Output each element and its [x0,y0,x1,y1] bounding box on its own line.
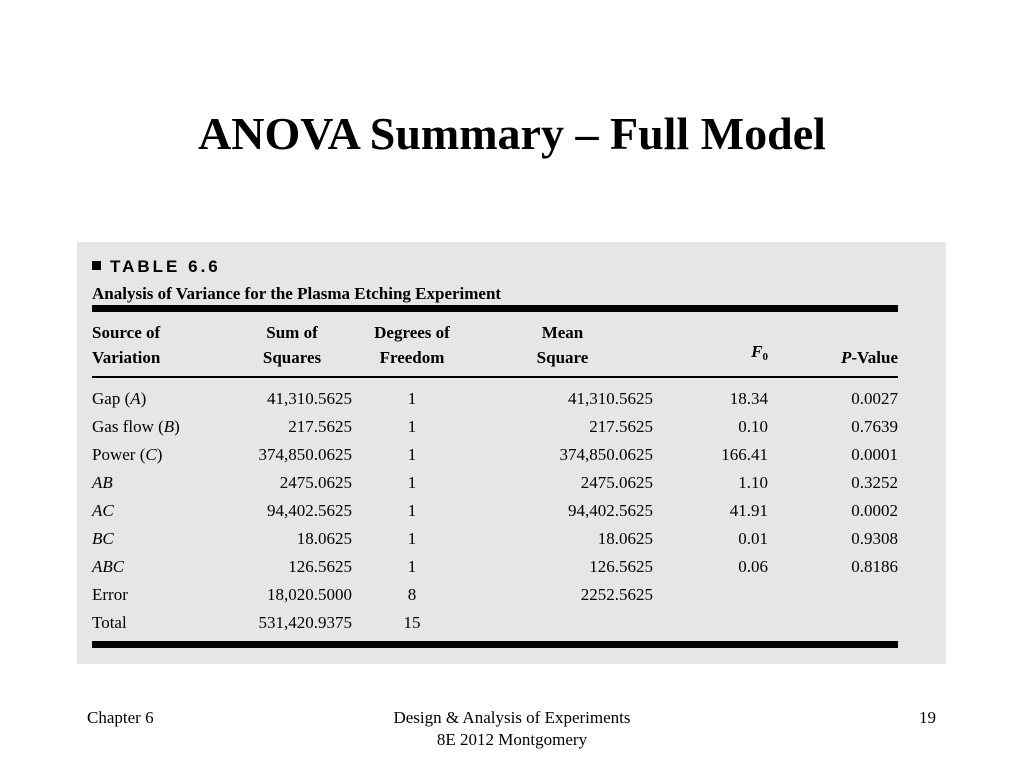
slide-title: ANOVA Summary – Full Model [198,108,826,159]
header-p-rest: -Value [851,348,898,367]
cell-f-value: 41.91 [729,501,768,520]
table-row [92,553,898,581]
table-top-rule [92,305,898,312]
cell-f-value: 18.34 [729,389,768,408]
cell-mean-square [472,609,653,637]
header-ms-line2: Square [536,348,589,367]
cell-source: Power (C) [92,445,163,464]
header-source-line1: Source of [92,323,161,342]
table-bottom-rule [92,641,898,648]
source-factor: B [163,417,175,436]
cell-source [92,469,232,497]
header-ss-line2: Squares [262,348,322,367]
cell-p-value: 0.8186 [851,557,898,576]
cell-sum-of-squares: 2475.0625 [279,473,352,492]
header-source-line2: Variation [92,348,161,367]
footer-page-number: 19 [919,708,936,727]
cell-mean-square: 2475.0625 [580,473,653,492]
cell-mean-square: 18.0625 [597,529,653,548]
cell-source [92,553,232,581]
cell-source [92,581,232,609]
source-name: Gas flow [92,417,154,436]
cell-degrees-of-freedom: 1 [407,417,417,436]
header-df-line2: Freedom [379,348,445,367]
cell-sum-of-squares: 374,850.0625 [258,445,352,464]
header-sum-of-squares [232,320,352,370]
table-row [92,413,898,441]
cell-f-value: 0.01 [738,529,768,548]
anova-rows [92,385,898,637]
source-name: ABC [92,557,125,576]
header-ss-line1: Sum of [266,323,318,342]
header-f-subscript: 0 [762,351,768,363]
cell-p-value: 0.0001 [851,445,898,464]
header-ms-line1: Mean [541,323,584,342]
cell-sum-of-squares: 126.5625 [288,557,352,576]
header-f-letter: F [751,342,763,361]
cell-degrees-of-freedom: 1 [407,557,417,576]
source-factor: A [130,389,141,408]
cell-degrees-of-freedom: 15 [403,613,421,632]
cell-sum-of-squares: 18.0625 [296,529,352,548]
table-row [92,581,898,609]
cell-mean-square: 2252.5625 [580,585,653,604]
footer-chapter: Chapter 6 [87,708,154,727]
cell-mean-square: 41,310.5625 [568,389,653,408]
cell-f-value: 0.10 [738,417,768,436]
header-source [92,320,232,370]
cell-sum-of-squares: 41,310.5625 [267,389,352,408]
cell-f-value: 166.41 [721,445,768,464]
footer-book-title [312,707,712,751]
header-df-line1: Degrees of [374,323,450,342]
cell-p-value: 0.0002 [851,501,898,520]
cell-sum-of-squares: 531,420.9375 [258,613,352,632]
cell-p-value: 0.0027 [851,389,898,408]
header-p-value [768,320,898,370]
table-row [92,385,898,413]
cell-sum-of-squares: 18,020.5000 [267,585,352,604]
cell-source [92,497,232,525]
cell-mean-square: 94,402.5625 [568,501,653,520]
table-row [92,497,898,525]
cell-p-value: 0.7639 [851,417,898,436]
table-row [92,525,898,553]
source-name: AC [92,501,114,520]
header-mean-square [472,320,653,370]
cell-sum-of-squares: 94,402.5625 [267,501,352,520]
footer-book-line2: 8E 2012 Montgomery [436,730,588,749]
cell-source: Gas flow (B) [92,417,180,436]
table-number-text: TABLE 6.6 [110,257,221,276]
source-name: Gap [92,389,121,408]
cell-degrees-of-freedom: 1 [407,389,417,408]
cell-degrees-of-freedom: 1 [407,501,417,520]
source-name: AB [92,473,113,492]
cell-sum-of-squares: 217.5625 [288,417,352,436]
cell-degrees-of-freedom: 1 [407,529,417,548]
cell-f-value: 1.10 [738,473,768,492]
header-degrees-of-freedom [352,320,472,370]
cell-p-value [768,581,898,609]
cell-mean-square: 374,850.0625 [559,445,653,464]
anova-table-header [92,320,898,370]
cell-degrees-of-freedom: 1 [407,445,417,464]
footer-book-line1: Design & Analysis of Experiments [393,708,631,727]
cell-source [92,609,232,637]
source-name: Total [92,613,127,632]
source-name: Power [92,445,136,464]
table-row [92,469,898,497]
cell-f-value: 0.06 [738,557,768,576]
header-row [92,320,898,370]
cell-p-value [768,609,898,637]
anova-table-body [92,385,898,637]
cell-p-value: 0.3252 [851,473,898,492]
cell-p-value: 0.9308 [851,529,898,548]
anova-table-panel [77,242,946,664]
header-f-statistic [653,320,768,370]
cell-source: Gap (A) [92,389,147,408]
table-row [92,609,898,637]
source-name: BC [92,529,114,548]
cell-mean-square: 126.5625 [589,557,653,576]
cell-f-value [653,609,768,637]
cell-degrees-of-freedom: 1 [407,473,417,492]
table-header-rule [92,376,898,378]
table-row [92,441,898,469]
header-p-letter: P [841,348,852,367]
square-bullet-icon [92,261,101,270]
cell-mean-square: 217.5625 [589,417,653,436]
cell-degrees-of-freedom: 8 [407,585,417,604]
source-name: Error [92,585,128,604]
table-number-label [92,256,221,278]
cell-f-value [653,581,768,609]
source-factor: C [145,445,157,464]
table-caption: Analysis of Variance for the Plasma Etching Experiment [92,284,502,303]
cell-source [92,525,232,553]
